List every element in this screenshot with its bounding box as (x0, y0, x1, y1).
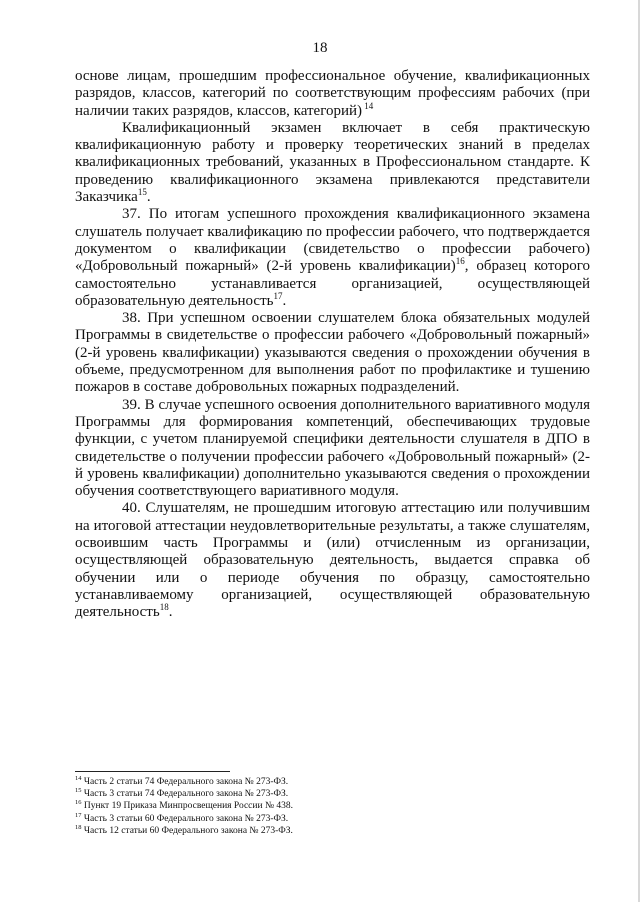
paragraph-37: 37. По итогам успешного прохождения квалификационного экзамена слушатель получает квалификацию по профессии рабочего, что подтверждается документом о квалификации (свидетельство о профессии рабочего) «Добровольный пожарный» (2-й уровень квалификации)$^{16}$, образец которого самостоятельно устанавливается организацией, осуществляющей образовательную деятельность$^{17}$. (75, 206, 590, 309)
paragraph-text-tail: , образец которого самостоятельно устанавливается организацией, осуществляющей образовательную деятельность (75, 258, 590, 309)
page-number: 18 (312, 40, 328, 56)
footnote-separator (75, 771, 230, 772)
paragraph-text: 40. Слушателям, не прошедшим итоговую аттестацию или получившим на итоговой аттестации неудовлетворительные результаты, а также слушателям, освоившим часть Программы и (или) отчисленным из организации, осуществляющей образовательную деятельность, выдается справка об обучении или о периоде обучения по образцу, самостоятельно устанавливаемому организацией, осуществляющей образовательную деятельность (75, 500, 590, 621)
footnote-17 (75, 813, 590, 825)
paragraph-38: 38. При успешном освоении слушателем блока обязательных модулей Программы в свидетельстве о профессии рабочего «Добровольный пожарный» (2-й уровень квалификации) указываются сведения о прохождении обучения в объеме, предусмотренном для выполнения работ по профилактике и тушению пожаров в составе добровольных пожарных подразделений. (75, 310, 590, 396)
paragraph-continuation (75, 68, 590, 120)
document-body (75, 68, 590, 622)
paragraph-text: основе лицам, прошедшим профессиональное обучение, квалификационных разрядов, классов, категорий по соответствующим профессиям рабочих (при наличии таких разрядов, классов, категорий) (75, 68, 590, 119)
footnote-mark: 15 (75, 787, 82, 795)
footnote-18 (75, 825, 590, 837)
paragraph-39: 39. В случае успешного освоения дополнительного вариативного модуля Программы для формирования компетенций, обеспечивающих трудовые функции, с учетом планируемой специфики деятельности слушателя в ДПО в свидетельстве о получении профессии рабочего «Добровольный пожарный» (2-й уровень квалификации) дополнительно указываются сведения о прохождении обучения соответствующего вариативного модуля. (75, 396, 590, 500)
footnote-text: Пункт 19 Приказа Минпросвещения России № 438. (83, 801, 294, 812)
footnote-reference: 15 (137, 187, 147, 198)
footnote-reference: 18 (159, 602, 169, 613)
footnote-reference: 14 (364, 100, 374, 111)
footnote-text: Часть 12 статьи 60 Федерального закона № 273-ФЗ. (83, 825, 293, 836)
footnote-reference: 17 (273, 290, 283, 301)
footnotes (75, 776, 590, 837)
footnote-mark: 18 (75, 823, 82, 831)
paragraph-qualification-exam: Квалификационный экзамен включает в себя практическую квалификационную работу и проверку теоретических знаний в пределах квалификационных требований, указанных в Профессиональном стандарте. К проведению квалификационного экзамена привлекаются представители Заказчика$^{15}$. (75, 119, 590, 206)
paragraph-text: Квалификационный экзамен включает в себя практическую квалификационную работу и проверку теоретических знаний в пределах квалификационных требований, указанных в Профессиональном стандарте. К проведению квалификационного экзамена привлекаются представители Заказчика (75, 119, 590, 206)
footnote-mark: 17 (75, 811, 82, 819)
footnote-14 (75, 776, 590, 788)
footnote-text: Часть 2 статьи 74 Федерального закона № 273-ФЗ. (83, 777, 289, 787)
paragraph-40: 40. Слушателям, не прошедшим итоговую аттестацию или получившим на итоговой аттестации неудовлетворительные результаты, а также слушателям, освоившим часть Программы и (или) отчисленным из организации, осуществляющей образовательную деятельность, выдается справка об обучении или о периоде обучения по образцу, самостоятельно устанавливаемому организацией, осуществляющей образовательную деятельность$^{18}$. (75, 500, 590, 621)
footnote-mark: 14 (75, 774, 82, 782)
footnote-reference: 16 (455, 256, 465, 267)
paragraph-text: 37. По итогам успешного прохождения квалификационного экзамена слушатель получает квалификацию по профессии рабочего, что подтверждается документом о квалификации (свидетельство о профессии рабочего) «Добровольный пожарный» (2-й уровень квалификации) (75, 206, 590, 275)
footnote-15 (75, 788, 590, 800)
footnote-16 (75, 800, 590, 812)
footnote-text: Часть 3 статьи 60 Федерального закона № 273-ФЗ. (83, 813, 289, 824)
footnote-mark: 16 (75, 799, 82, 807)
footnote-text: Часть 3 статьи 74 Федерального закона № 273-ФЗ. (83, 789, 289, 800)
